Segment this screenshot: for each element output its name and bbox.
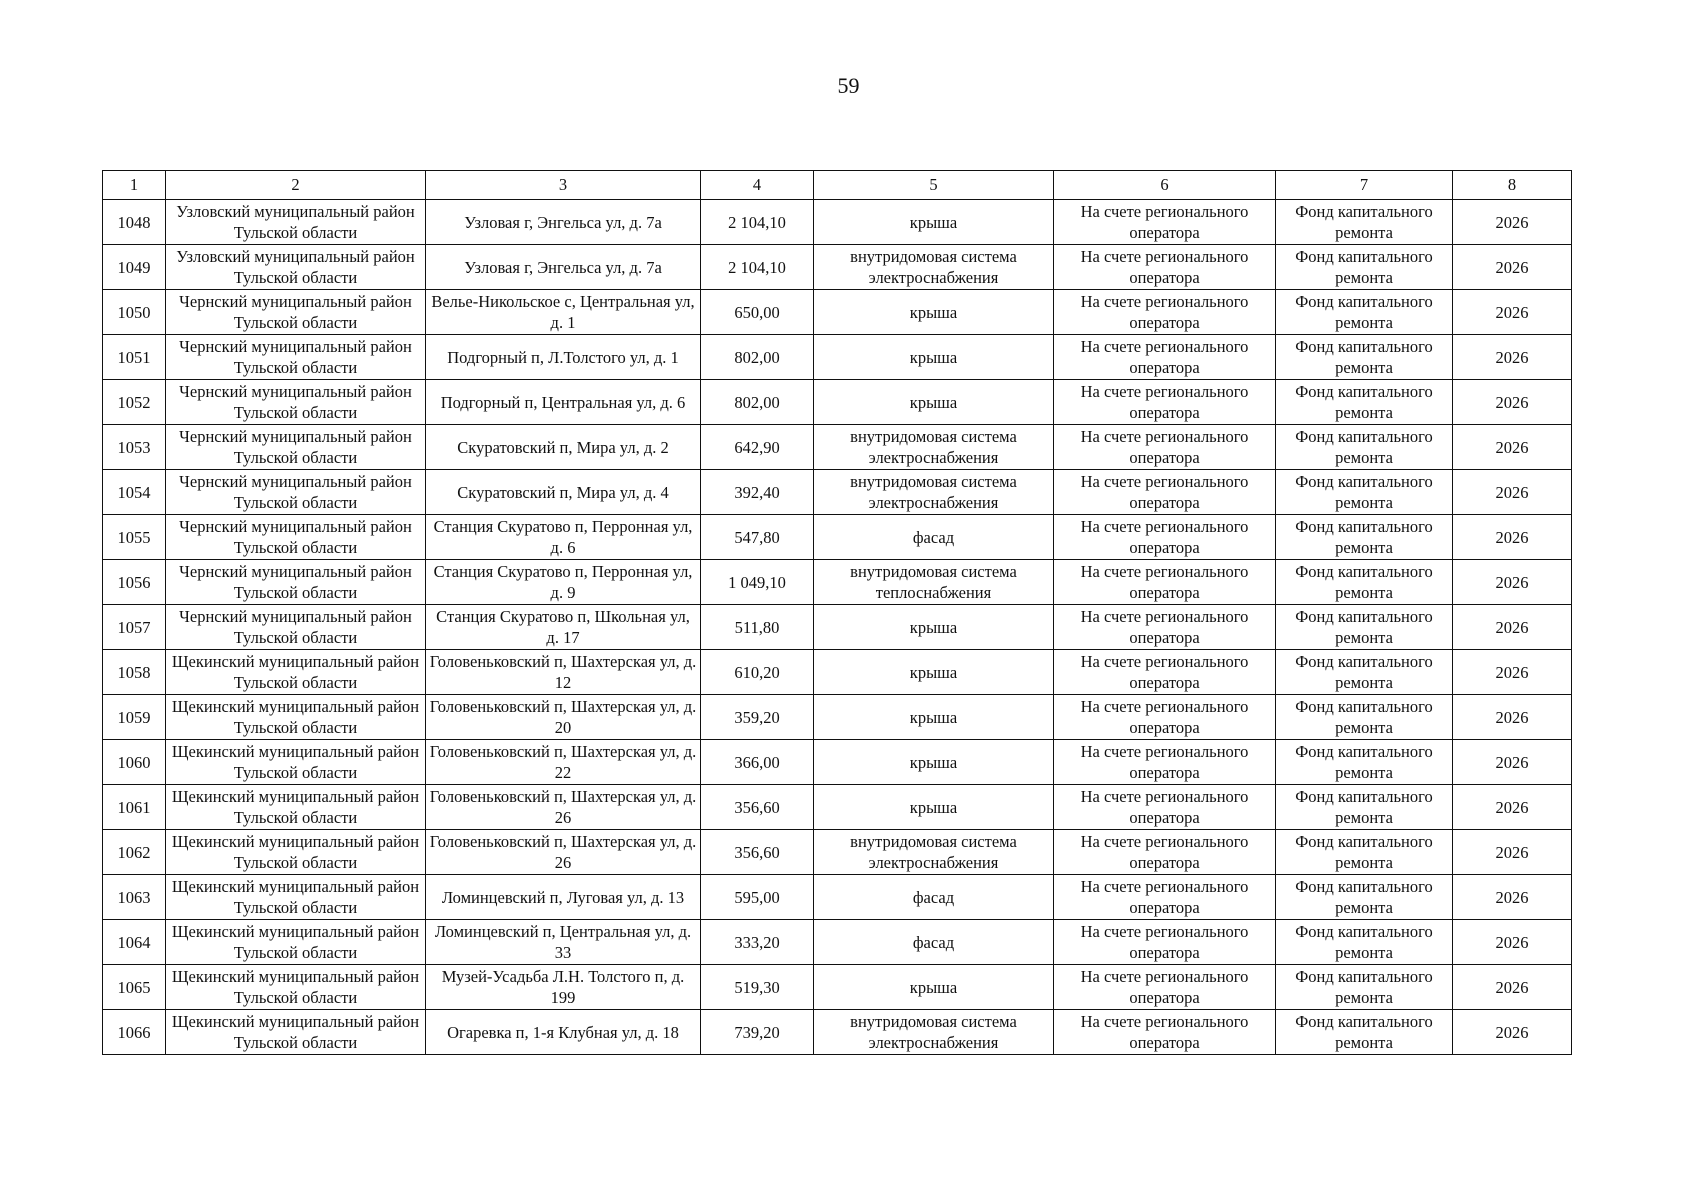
account-cell: На счете регионального оператора — [1054, 335, 1276, 380]
row-number-cell: 1052 — [103, 380, 166, 425]
area-cell: 802,00 — [701, 380, 814, 425]
work-type-cell: крыша — [814, 785, 1054, 830]
work-type-cell: крыша — [814, 650, 1054, 695]
area-cell: 359,20 — [701, 695, 814, 740]
funding-source-cell: Фонд капитального ремонта — [1276, 650, 1453, 695]
area-cell: 356,60 — [701, 785, 814, 830]
table-row — [103, 875, 1572, 920]
area-cell: 642,90 — [701, 425, 814, 470]
table-row — [103, 425, 1572, 470]
work-type-cell: фасад — [814, 515, 1054, 560]
work-type-cell: крыша — [814, 965, 1054, 1010]
work-type-cell: крыша — [814, 290, 1054, 335]
district-cell: Щекинский муниципальный район Тульской области — [166, 740, 426, 785]
account-cell: На счете регионального оператора — [1054, 740, 1276, 785]
row-number-cell: 1063 — [103, 875, 166, 920]
district-cell: Щекинский муниципальный район Тульской области — [166, 1010, 426, 1055]
district-cell: Узловский муниципальный район Тульской области — [166, 245, 426, 290]
column-header: 2 — [166, 171, 426, 200]
address-cell: Станция Скуратово п, Перронная ул, д. 6 — [426, 515, 701, 560]
work-type-cell: крыша — [814, 200, 1054, 245]
funding-source-cell: Фонд капитального ремонта — [1276, 740, 1453, 785]
year-cell: 2026 — [1453, 830, 1572, 875]
district-cell: Чернский муниципальный район Тульской области — [166, 515, 426, 560]
work-type-cell: внутридомовая система электроснабжения — [814, 425, 1054, 470]
account-cell: На счете регионального оператора — [1054, 965, 1276, 1010]
district-cell: Чернский муниципальный район Тульской области — [166, 605, 426, 650]
district-cell: Щекинский муниципальный район Тульской области — [166, 785, 426, 830]
district-cell: Щекинский муниципальный район Тульской области — [166, 920, 426, 965]
account-cell: На счете регионального оператора — [1054, 920, 1276, 965]
table-header — [103, 171, 1572, 200]
table-row — [103, 515, 1572, 560]
year-cell: 2026 — [1453, 245, 1572, 290]
area-cell: 739,20 — [701, 1010, 814, 1055]
funding-source-cell: Фонд капитального ремонта — [1276, 245, 1453, 290]
district-cell: Узловский муниципальный район Тульской области — [166, 200, 426, 245]
row-number-cell: 1051 — [103, 335, 166, 380]
table-row — [103, 245, 1572, 290]
funding-source-cell: Фонд капитального ремонта — [1276, 200, 1453, 245]
row-number-cell: 1065 — [103, 965, 166, 1010]
year-cell: 2026 — [1453, 965, 1572, 1010]
column-header: 6 — [1054, 171, 1276, 200]
year-cell: 2026 — [1453, 875, 1572, 920]
address-cell: Подгорный п, Л.Толстого ул, д. 1 — [426, 335, 701, 380]
district-cell: Щекинский муниципальный район Тульской области — [166, 695, 426, 740]
area-cell: 333,20 — [701, 920, 814, 965]
account-cell: На счете регионального оператора — [1054, 560, 1276, 605]
address-cell: Головеньковский п, Шахтерская ул, д. 20 — [426, 695, 701, 740]
work-type-cell: крыша — [814, 380, 1054, 425]
year-cell: 2026 — [1453, 785, 1572, 830]
year-cell: 2026 — [1453, 650, 1572, 695]
row-number-cell: 1057 — [103, 605, 166, 650]
row-number-cell: 1054 — [103, 470, 166, 515]
table-row — [103, 470, 1572, 515]
column-header: 4 — [701, 171, 814, 200]
address-cell: Узловая г, Энгельса ул, д. 7а — [426, 200, 701, 245]
row-number-cell: 1053 — [103, 425, 166, 470]
area-cell: 511,80 — [701, 605, 814, 650]
funding-source-cell: Фонд капитального ремонта — [1276, 380, 1453, 425]
district-cell: Щекинский муниципальный район Тульской области — [166, 965, 426, 1010]
work-type-cell: внутридомовая система электроснабжения — [814, 245, 1054, 290]
table-row — [103, 560, 1572, 605]
row-number-cell: 1055 — [103, 515, 166, 560]
table-row — [103, 1010, 1572, 1055]
column-header: 3 — [426, 171, 701, 200]
table-row — [103, 965, 1572, 1010]
address-cell: Подгорный п, Центральная ул, д. 6 — [426, 380, 701, 425]
address-cell: Музей-Усадьба Л.Н. Толстого п, д. 199 — [426, 965, 701, 1010]
page-number: 59 — [837, 73, 860, 98]
area-cell: 595,00 — [701, 875, 814, 920]
funding-source-cell: Фонд капитального ремонта — [1276, 425, 1453, 470]
address-cell: Головеньковский п, Шахтерская ул, д. 26 — [426, 785, 701, 830]
row-number-cell: 1056 — [103, 560, 166, 605]
year-cell: 2026 — [1453, 740, 1572, 785]
row-number-cell: 1058 — [103, 650, 166, 695]
row-number-cell: 1060 — [103, 740, 166, 785]
registry-table — [102, 170, 1572, 1055]
account-cell: На счете регионального оператора — [1054, 425, 1276, 470]
year-cell: 2026 — [1453, 560, 1572, 605]
area-cell: 610,20 — [701, 650, 814, 695]
table-row — [103, 650, 1572, 695]
funding-source-cell: Фонд капитального ремонта — [1276, 335, 1453, 380]
year-cell: 2026 — [1453, 695, 1572, 740]
work-type-cell: внутридомовая система электроснабжения — [814, 470, 1054, 515]
funding-source-cell: Фонд капитального ремонта — [1276, 470, 1453, 515]
header-row — [103, 171, 1572, 200]
account-cell: На счете регионального оператора — [1054, 200, 1276, 245]
account-cell: На счете регионального оператора — [1054, 1010, 1276, 1055]
funding-source-cell: Фонд капитального ремонта — [1276, 785, 1453, 830]
column-header: 8 — [1453, 171, 1572, 200]
year-cell: 2026 — [1453, 470, 1572, 515]
area-cell: 392,40 — [701, 470, 814, 515]
area-cell: 356,60 — [701, 830, 814, 875]
area-cell: 2 104,10 — [701, 200, 814, 245]
work-type-cell: крыша — [814, 740, 1054, 785]
table-row — [103, 740, 1572, 785]
address-cell: Головеньковский п, Шахтерская ул, д. 22 — [426, 740, 701, 785]
funding-source-cell: Фонд капитального ремонта — [1276, 875, 1453, 920]
account-cell: На счете регионального оператора — [1054, 245, 1276, 290]
column-header: 7 — [1276, 171, 1453, 200]
address-cell: Станция Скуратово п, Школьная ул, д. 17 — [426, 605, 701, 650]
district-cell: Чернский муниципальный район Тульской области — [166, 290, 426, 335]
account-cell: На счете регионального оператора — [1054, 695, 1276, 740]
work-type-cell: внутридомовая система электроснабжения — [814, 1010, 1054, 1055]
row-number-cell: 1059 — [103, 695, 166, 740]
work-type-cell: внутридомовая система электроснабжения — [814, 830, 1054, 875]
account-cell: На счете регионального оператора — [1054, 380, 1276, 425]
area-cell: 519,30 — [701, 965, 814, 1010]
account-cell: На счете регионального оператора — [1054, 785, 1276, 830]
table-row — [103, 605, 1572, 650]
district-cell: Щекинский муниципальный район Тульской области — [166, 830, 426, 875]
district-cell: Чернский муниципальный район Тульской области — [166, 470, 426, 515]
row-number-cell: 1062 — [103, 830, 166, 875]
account-cell: На счете регионального оператора — [1054, 515, 1276, 560]
year-cell: 2026 — [1453, 515, 1572, 560]
work-type-cell: крыша — [814, 695, 1054, 740]
work-type-cell: крыша — [814, 605, 1054, 650]
funding-source-cell: Фонд капитального ремонта — [1276, 830, 1453, 875]
year-cell: 2026 — [1453, 290, 1572, 335]
table-row — [103, 380, 1572, 425]
funding-source-cell: Фонд капитального ремонта — [1276, 290, 1453, 335]
funding-source-cell: Фонд капитального ремонта — [1276, 965, 1453, 1010]
table-row — [103, 695, 1572, 740]
year-cell: 2026 — [1453, 200, 1572, 245]
funding-source-cell: Фонд капитального ремонта — [1276, 1010, 1453, 1055]
address-cell: Головеньковский п, Шахтерская ул, д. 12 — [426, 650, 701, 695]
table-row — [103, 290, 1572, 335]
address-cell: Огаревка п, 1-я Клубная ул, д. 18 — [426, 1010, 701, 1055]
row-number-cell: 1061 — [103, 785, 166, 830]
address-cell: Скуратовский п, Мира ул, д. 4 — [426, 470, 701, 515]
funding-source-cell: Фонд капитального ремонта — [1276, 920, 1453, 965]
row-number-cell: 1050 — [103, 290, 166, 335]
address-cell: Станция Скуратово п, Перронная ул, д. 9 — [426, 560, 701, 605]
funding-source-cell: Фонд капитального ремонта — [1276, 515, 1453, 560]
year-cell: 2026 — [1453, 380, 1572, 425]
table-body — [103, 200, 1572, 1055]
work-type-cell: фасад — [814, 920, 1054, 965]
address-cell: Ломинцевский п, Центральная ул, д. 33 — [426, 920, 701, 965]
account-cell: На счете регионального оператора — [1054, 650, 1276, 695]
row-number-cell: 1049 — [103, 245, 166, 290]
district-cell: Чернский муниципальный район Тульской области — [166, 425, 426, 470]
table-row — [103, 335, 1572, 380]
area-cell: 1 049,10 — [701, 560, 814, 605]
area-cell: 2 104,10 — [701, 245, 814, 290]
district-cell: Чернский муниципальный район Тульской области — [166, 335, 426, 380]
funding-source-cell: Фонд капитального ремонта — [1276, 560, 1453, 605]
address-cell: Узловая г, Энгельса ул, д. 7а — [426, 245, 701, 290]
row-number-cell: 1066 — [103, 1010, 166, 1055]
funding-source-cell: Фонд капитального ремонта — [1276, 695, 1453, 740]
account-cell: На счете регионального оператора — [1054, 470, 1276, 515]
table-row — [103, 920, 1572, 965]
address-cell: Скуратовский п, Мира ул, д. 2 — [426, 425, 701, 470]
table-row — [103, 200, 1572, 245]
year-cell: 2026 — [1453, 335, 1572, 380]
work-type-cell: фасад — [814, 875, 1054, 920]
address-cell: Велье-Никольское с, Центральная ул, д. 1 — [426, 290, 701, 335]
work-type-cell: крыша — [814, 335, 1054, 380]
column-header: 5 — [814, 171, 1054, 200]
year-cell: 2026 — [1453, 425, 1572, 470]
area-cell: 802,00 — [701, 335, 814, 380]
table-row — [103, 830, 1572, 875]
area-cell: 366,00 — [701, 740, 814, 785]
account-cell: На счете регионального оператора — [1054, 830, 1276, 875]
area-cell: 547,80 — [701, 515, 814, 560]
year-cell: 2026 — [1453, 920, 1572, 965]
row-number-cell: 1064 — [103, 920, 166, 965]
district-cell: Чернский муниципальный район Тульской области — [166, 380, 426, 425]
area-cell: 650,00 — [701, 290, 814, 335]
year-cell: 2026 — [1453, 1010, 1572, 1055]
account-cell: На счете регионального оператора — [1054, 290, 1276, 335]
district-cell: Щекинский муниципальный район Тульской области — [166, 875, 426, 920]
account-cell: На счете регионального оператора — [1054, 605, 1276, 650]
address-cell: Головеньковский п, Шахтерская ул, д. 26 — [426, 830, 701, 875]
address-cell: Ломинцевский п, Луговая ул, д. 13 — [426, 875, 701, 920]
account-cell: На счете регионального оператора — [1054, 875, 1276, 920]
district-cell: Чернский муниципальный район Тульской области — [166, 560, 426, 605]
year-cell: 2026 — [1453, 605, 1572, 650]
column-header: 1 — [103, 171, 166, 200]
row-number-cell: 1048 — [103, 200, 166, 245]
funding-source-cell: Фонд капитального ремонта — [1276, 605, 1453, 650]
work-type-cell: внутридомовая система теплоснабжения — [814, 560, 1054, 605]
table-row — [103, 785, 1572, 830]
district-cell: Щекинский муниципальный район Тульской области — [166, 650, 426, 695]
